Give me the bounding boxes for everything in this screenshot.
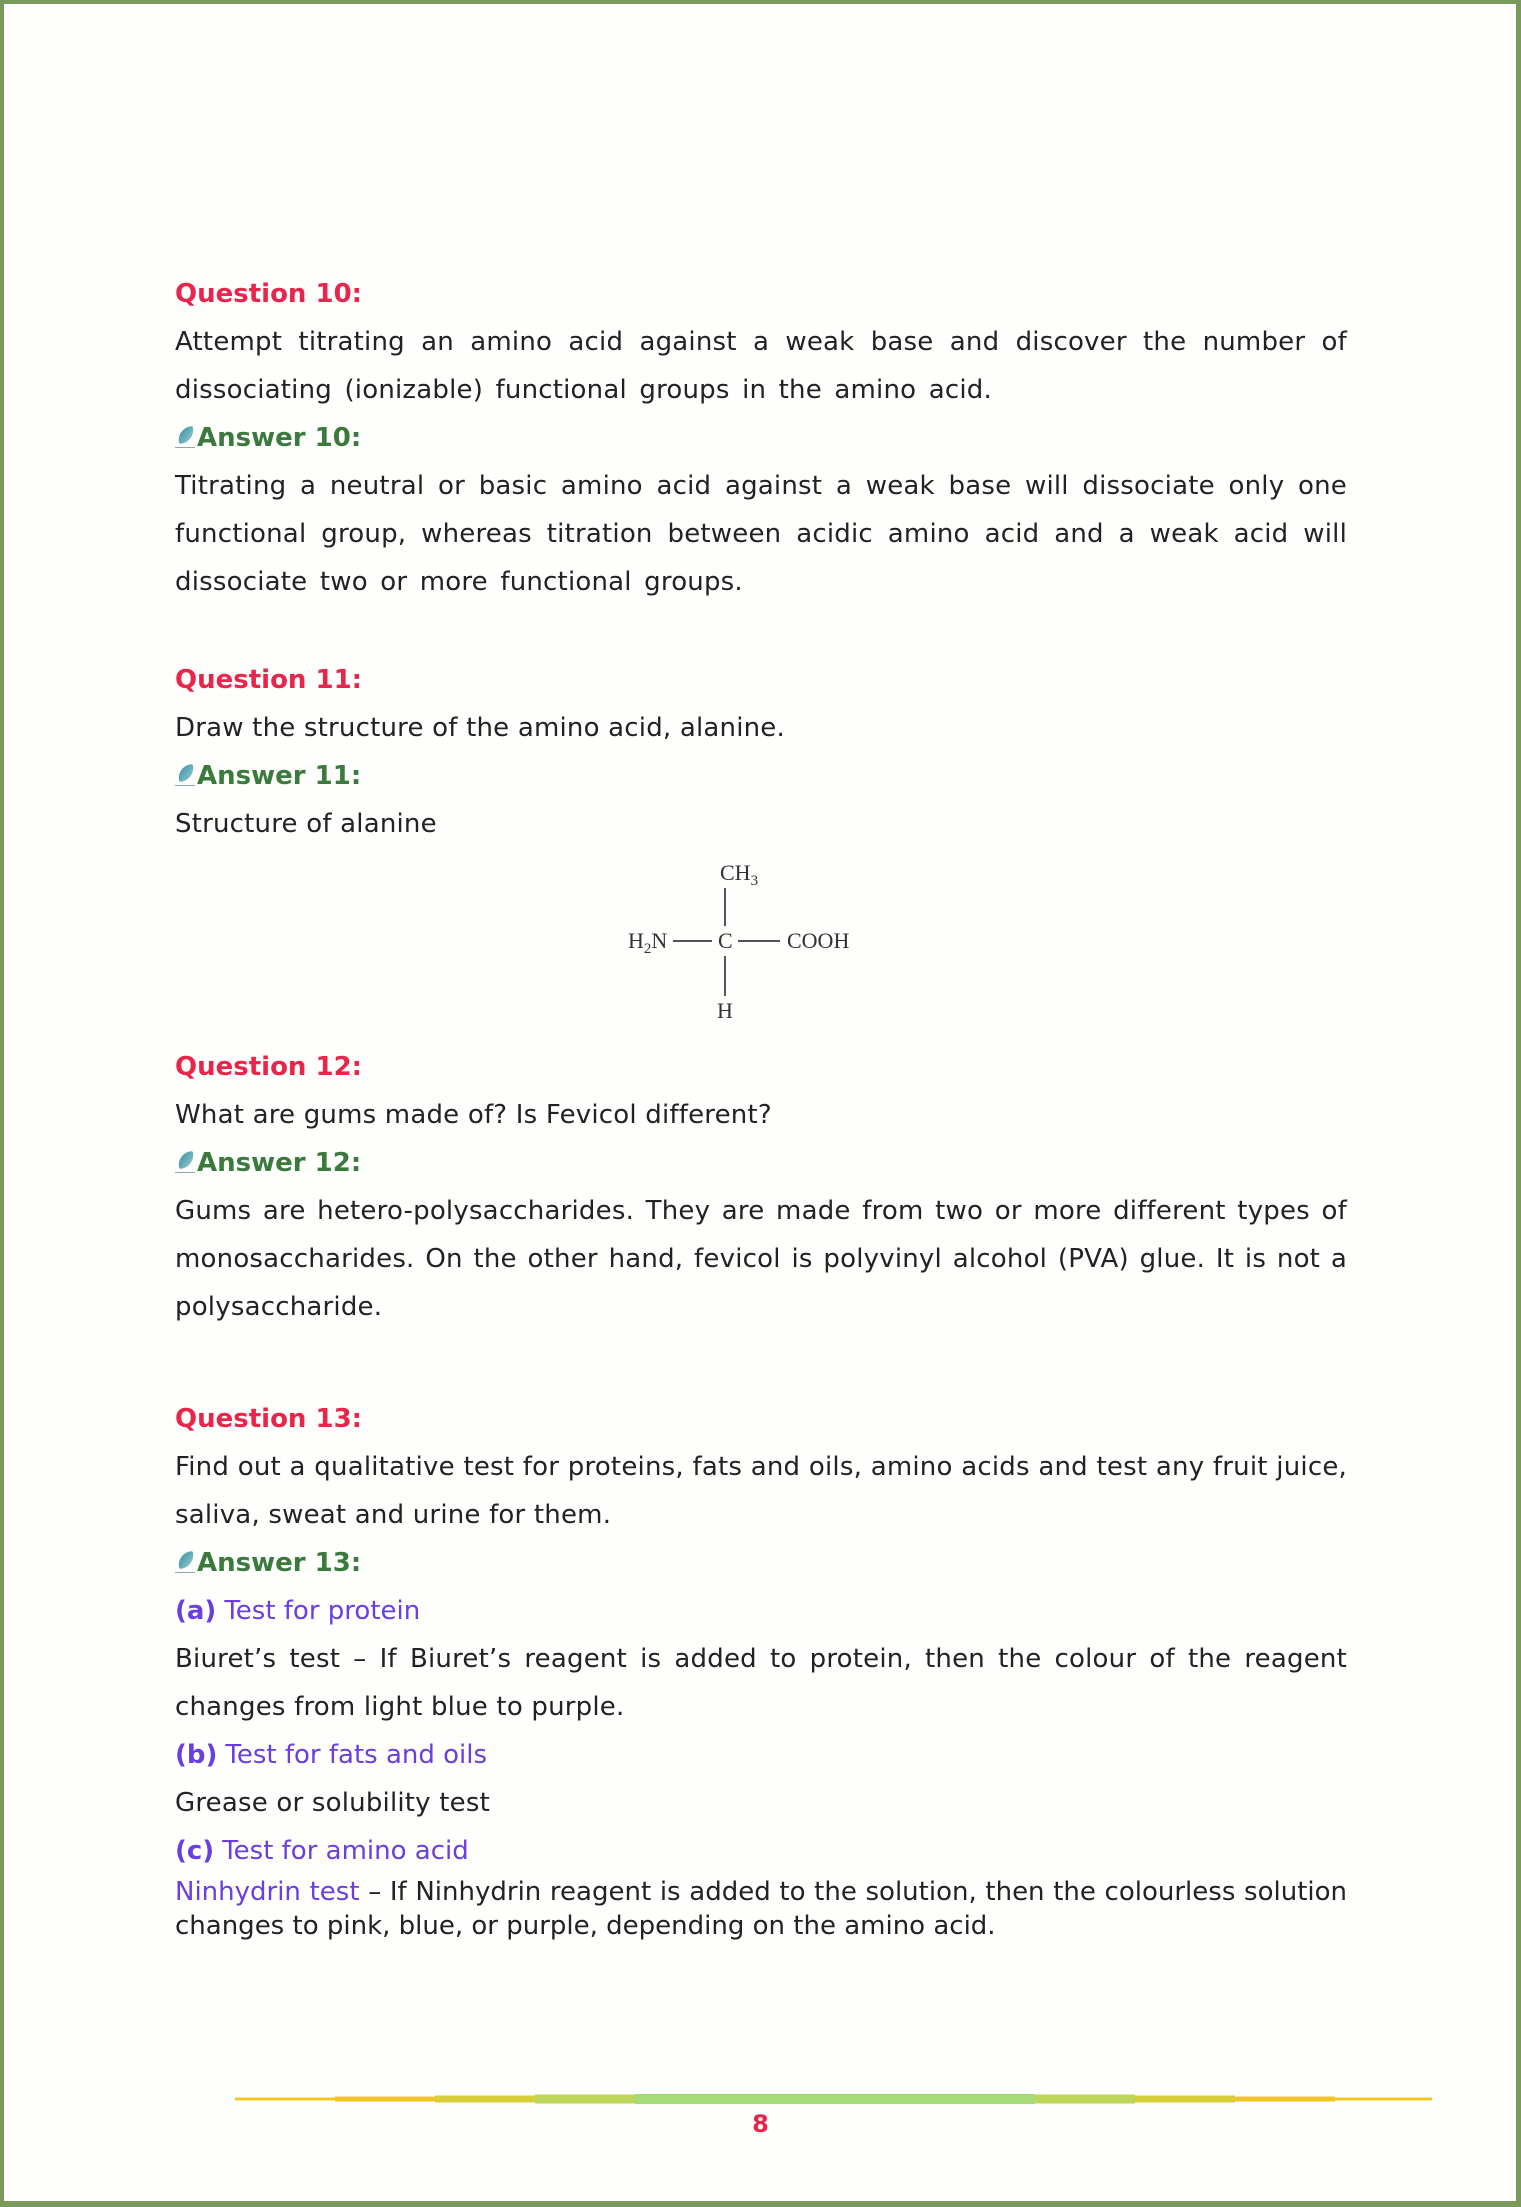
qa-section-12 — [175, 1043, 1347, 1331]
answer-part-c-text — [175, 1875, 1347, 1943]
part-label: (b) — [175, 1740, 218, 1770]
alanine-structure-diagram — [175, 848, 1347, 1043]
answer-text: Structure of alanine — [175, 809, 437, 839]
answer-quill-icon — [175, 1552, 195, 1574]
answer-part-b-text: Grease or solubility test — [175, 1788, 490, 1818]
structure-right-group: COOH — [787, 928, 850, 953]
answer-part-b-heading — [175, 1731, 1347, 1779]
answer-heading — [175, 1139, 1347, 1187]
answer-text: Titrating a neutral or basic amino acid against a weak base will dissociate only one functional group, whereas titration between acidic amino acid and a weak acid will dissociate two or more functional groups. — [175, 471, 1347, 597]
question-heading: Question 13: — [175, 1404, 363, 1434]
answer-heading — [175, 1539, 1347, 1587]
question-text: Find out a qualitative test for proteins, fats and oils, amino acids and test any fruit juice, saliva, sweat and urine for them. — [175, 1452, 1347, 1530]
structure-left-group: $H_2N$ — [628, 928, 668, 957]
page-content — [175, 270, 1347, 1943]
answer-heading-label: Answer 13: — [197, 1548, 362, 1578]
ninhydrin-test-label: Ninhydrin test — [175, 1877, 360, 1907]
part-label: (a) — [175, 1596, 217, 1626]
alanine-structure-svg — [620, 848, 900, 1043]
part-title: Test for fats and oils — [225, 1740, 488, 1770]
part-title: Test for amino acid — [222, 1836, 469, 1866]
part-title: Test for protein — [224, 1596, 421, 1626]
structure-bottom-atom: H — [717, 998, 733, 1023]
ninhydrin-test-description: – If Ninhydrin reagent is added to the solution, then the colourless solution changes to pink, blue, or purple, depending on the amino acid. — [175, 1877, 1347, 1941]
question-heading: Question 11: — [175, 665, 363, 695]
answer-heading-label: Answer 11: — [197, 761, 362, 791]
qa-section-13 — [175, 1395, 1347, 1943]
footer-decorative-line — [235, 2094, 1432, 2104]
answer-text: Gums are hetero-polysaccharides. They are made from two or more different types of monosaccharides. On the other hand, fevicol is polyvinyl alcohol (PVA) glue. It is not a polysaccharide. — [175, 1196, 1347, 1322]
structure-top-group: $CH_3$ — [720, 860, 759, 889]
part-label: (c) — [175, 1836, 215, 1866]
answer-heading-label: Answer 12: — [197, 1148, 362, 1178]
answer-heading-label: Answer 10: — [197, 423, 362, 453]
answer-part-a-heading — [175, 1587, 1347, 1635]
question-text: What are gums made of? Is Fevicol different? — [175, 1100, 772, 1130]
answer-quill-icon — [175, 427, 195, 449]
answer-part-a-text: Biuret’s test – If Biuret’s reagent is added to protein, then the colour of the reagent changes from light blue to purple. — [175, 1644, 1347, 1722]
qa-section-11 — [175, 656, 1347, 1043]
question-text: Attempt titrating an amino acid against a weak base and discover the number of dissociating (ionizable) functional groups in the amino acid. — [175, 327, 1347, 405]
answer-quill-icon — [175, 765, 195, 787]
question-heading: Question 12: — [175, 1052, 363, 1082]
answer-heading — [175, 752, 1347, 800]
qa-section-10 — [175, 270, 1347, 606]
question-heading: Question 10: — [175, 279, 363, 309]
question-text: Draw the structure of the amino acid, alanine. — [175, 713, 785, 743]
answer-quill-icon — [175, 1152, 195, 1174]
answer-heading — [175, 414, 1347, 462]
structure-center-atom: C — [718, 928, 733, 953]
answer-part-c-heading — [175, 1827, 1347, 1875]
page-number: 8 — [752, 2110, 769, 2138]
